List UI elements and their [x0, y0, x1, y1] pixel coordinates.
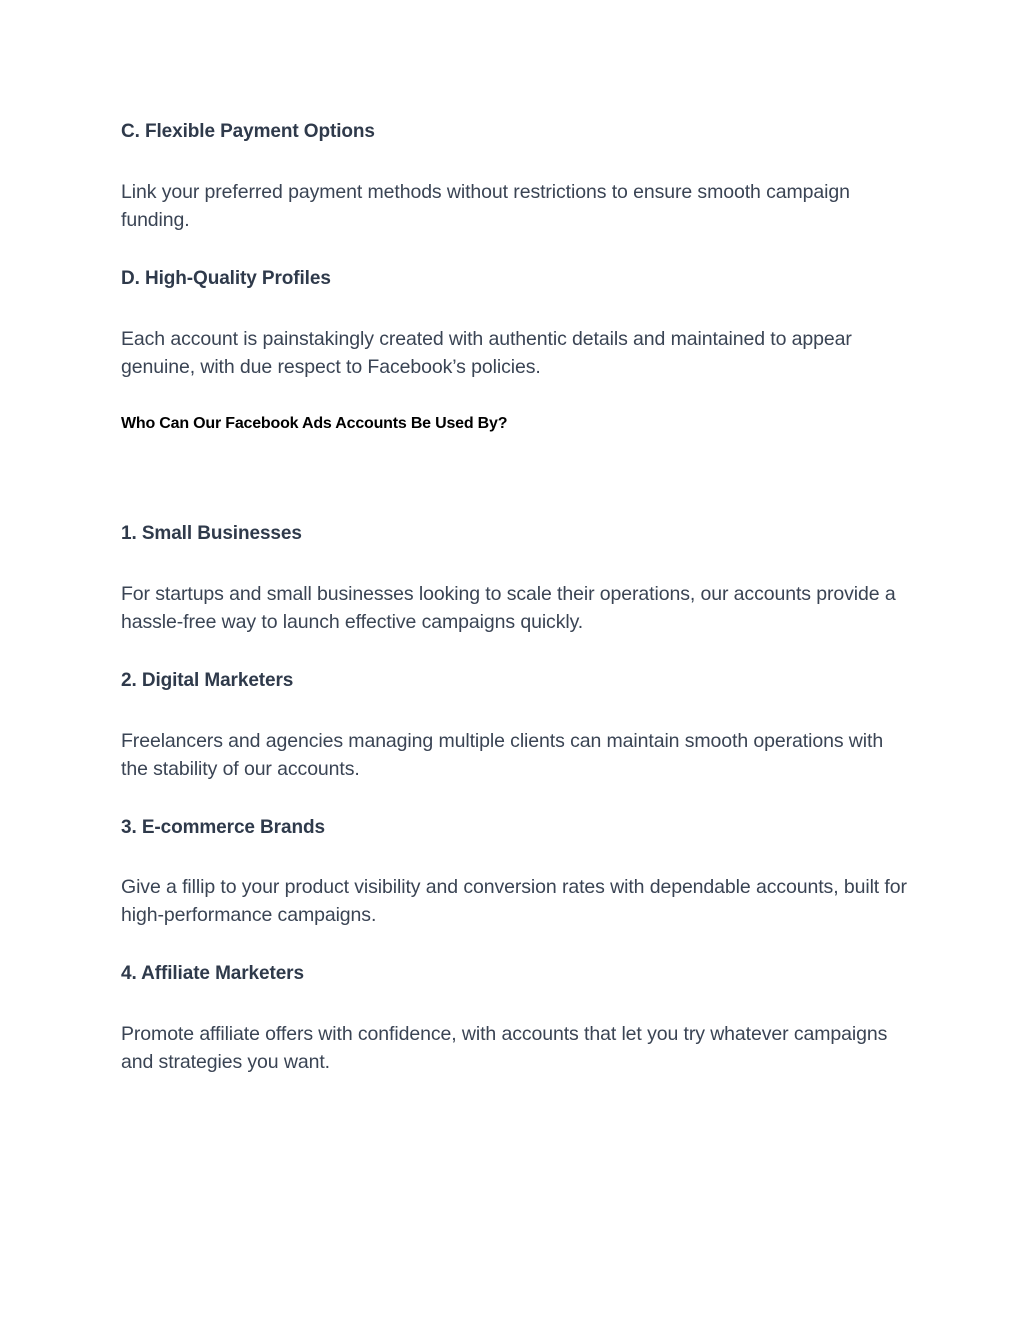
audience-1-body: For startups and small businesses looking to scale their operations, our accounts provide a hassle-free way to launch effective campaigns quickly. [121, 583, 896, 633]
section-d-body: Each account is painstakingly created with authentic details and maintained to appear genuine, with due respect to Facebook’s policies. [121, 328, 852, 378]
audience-2-body: Freelancers and agencies managing multiple clients can maintain smooth operations with the stability of our accounts. [121, 730, 884, 780]
audience-3-heading: 3. E-commerce Brands [121, 817, 325, 838]
who-heading: Who Can Our Facebook Ads Accounts Be Used By? [121, 415, 508, 432]
section-c-heading: C. Flexible Payment Options [121, 121, 375, 142]
audience-1-heading: 1. Small Businesses [121, 523, 302, 544]
audience-3-body: Give a fillip to your product visibility and conversion rates with dependable accounts, built for high-performance campaigns. [121, 876, 907, 926]
audience-4-body: Promote affiliate offers with confidence, with accounts that let you try whatever campaigns and strategies you want. [121, 1023, 888, 1073]
section-c-body: Link your preferred payment methods without restrictions to ensure smooth campaign funding. [121, 181, 850, 231]
audience-4-heading: 4. Affiliate Marketers [121, 963, 304, 984]
section-d-heading: D. High-Quality Profiles [121, 268, 331, 289]
audience-2-heading: 2. Digital Marketers [121, 670, 294, 691]
